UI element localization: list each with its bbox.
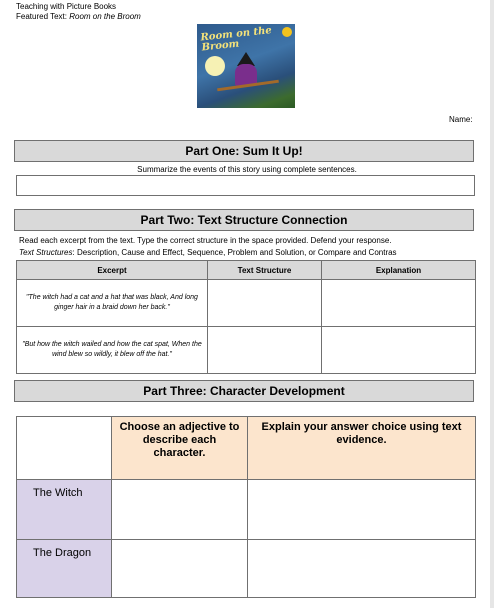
character-witch: The Witch — [17, 480, 112, 540]
name-label: Name: — [449, 115, 473, 124]
evidence-answer-cell[interactable] — [248, 480, 476, 540]
cover-title: Room on the Broom — [200, 25, 273, 54]
part-one-instruction: Summarize the events of this story using complete sentences. — [137, 165, 357, 174]
part-one-title: Part One: Sum It Up! — [14, 140, 474, 162]
moon-shape — [205, 56, 225, 76]
document-header — [16, 2, 141, 22]
text-structure-table — [16, 260, 476, 374]
header-line: Teaching with Picture Books — [16, 2, 117, 11]
explanation-answer-cell[interactable] — [322, 327, 476, 374]
part-two-title: Part Two: Text Structure Connection — [14, 209, 474, 231]
featured-title: Room on the Broom — [69, 12, 141, 21]
table-row — [17, 540, 476, 598]
col-excerpt: Excerpt — [17, 261, 208, 280]
structure-answer-cell[interactable] — [208, 327, 322, 374]
part-three-title: Part Three: Character Development — [14, 380, 474, 402]
part-two-instruction: Read each excerpt from the text. Type the correct structure in the space provided. Defend your response. — [19, 236, 392, 245]
structure-answer-cell[interactable] — [208, 280, 322, 327]
adjective-answer-cell[interactable] — [112, 540, 248, 598]
table-row — [17, 327, 476, 374]
text-structures-list: Text Structures: Description, Cause and Effect, Sequence, Problem and Solution, or Compare and Contras — [19, 248, 397, 257]
table-header-row — [17, 261, 476, 280]
table-row — [17, 480, 476, 540]
col-text-structure: Text Structure — [208, 261, 322, 280]
featured-text: Featured Text: Room on the Broom — [16, 12, 141, 21]
table-row — [17, 280, 476, 327]
excerpt-cell: "But how the witch wailed and how the cat spat, When the wind blew so wildly, it blew off the hat." — [17, 327, 208, 374]
blank-corner-cell — [17, 417, 112, 480]
summary-answer-box[interactable] — [16, 175, 475, 196]
character-dragon: The Dragon — [17, 540, 112, 598]
award-badge-icon — [282, 27, 292, 37]
explanation-answer-cell[interactable] — [322, 280, 476, 327]
col-adjective: Choose an adjective to describe each character. — [112, 417, 248, 480]
table-header-row — [17, 417, 476, 480]
col-evidence: Explain your answer choice using text evidence. — [248, 417, 476, 480]
excerpt-cell: "The witch had a cat and a hat that was black, And long ginger hair in a braid down her back." — [17, 280, 208, 327]
book-cover-image — [197, 24, 295, 108]
character-table — [16, 416, 476, 598]
page-edge — [490, 0, 494, 608]
adjective-answer-cell[interactable] — [112, 480, 248, 540]
col-explanation: Explanation — [322, 261, 476, 280]
evidence-answer-cell[interactable] — [248, 540, 476, 598]
